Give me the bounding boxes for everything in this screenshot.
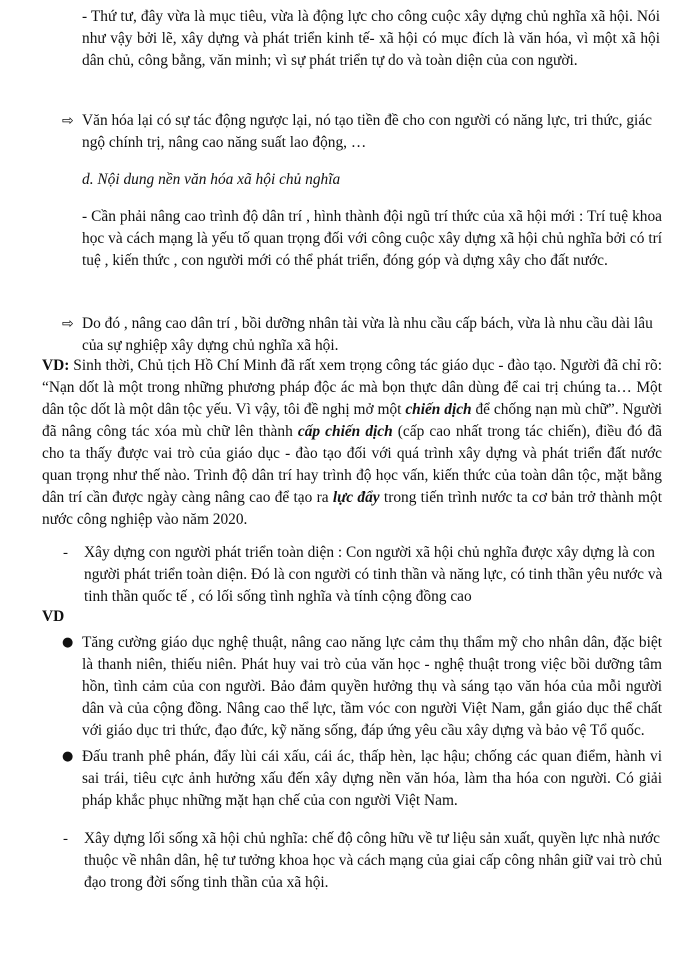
- arrow-right-icon: ⇨: [62, 316, 74, 332]
- list-item-dau-tranh-phe-phan: Đấu tranh phê phán, đẩy lùi cái xấu, cái ác, thấp hèn, lạc hậu; chống các quan điểm, hành vi sai trái, tiêu cực ảnh hưởng xấu đến xây dựng nền văn hóa, làm tha hóa con người. Có giải pháp khắc phục những mặt hạn chế của con người Việt Nam.: [82, 748, 662, 809]
- paragraph-van-hoa-tac-dong: Văn hóa lại có sự tác động ngược lại, nó tạo tiền đề cho con người có năng lực, tri thức, giác ngộ chính trị, nâng cao năng suất lao động, …: [82, 112, 652, 151]
- dash-icon: -: [63, 545, 68, 561]
- example-ho-chi-minh: VD: Sinh thời, Chủ tịch Hồ Chí Minh đã rất xem trọng công tác giáo dục - đào tạo. Người đã chỉ rõ: “Nạn dốt là một trong những phương pháp độc ác mà bọn thực dân dùng để cai trị chúng ta… Một dân tộc dốt là một dân tộc yếu. Vì vậy, tôi đề nghị mở một chiến dịch để chống nạn mù chữ”. Người đã nâng công tác xóa mù chữ lên thành cấp chiến dịch (cấp cao nhất trong tác chiến), điều đó đã cho ta thấy được vai trò của giáo dục - đào tạo đối với quá trình xây dựng và phát triển đất nước quan trọng như thế nào. Trình độ dân trí hay trình độ học vấn, kiến thức của toàn dân tộc, mặt bằng dân trí cần được ngày càng nâng cao để tạo ra lực đẩy trong tiến trình nước ta cơ bản trở thành một nước công nghiệp vào năm 2020.: [42, 357, 662, 528]
- section-heading-d: d. Nội dung nền văn hóa xã hội chủ nghĩa: [82, 171, 341, 188]
- bullet-icon: ●: [62, 749, 74, 764]
- example-label-vd: VD: [42, 608, 65, 625]
- dash-icon: -: [63, 831, 68, 847]
- emphasis-chien-dich: chiến dịch: [405, 401, 472, 418]
- arrow-right-icon: ⇨: [62, 113, 74, 129]
- emphasis-cap-chien-dich: cấp chiến dịch: [297, 423, 393, 440]
- paragraph-loi-song-xhcn: Xây dựng lối sống xã hội chủ nghĩa: chế độ công hữu về tư liệu sản xuất, quyền lực nhà nước thuộc về nhân dân, hệ tư tưởng khoa học và cách mạng của giai cấp công nhân giữ vai trò chủ đạo trong đời sống tinh thần của xã hội.: [84, 830, 663, 891]
- paragraph-xay-dung-con-nguoi: Xây dựng con người phát triển toàn diện : Con người xã hội chủ nghĩa được xây dựng là con người phát triển toàn diện. Đó là con người có tinh thần và năng lực, có tinh thần yêu nước và tinh thần quốc tế , có lối sống tình nghĩa và tính cộng đồng cao: [84, 544, 663, 605]
- example-label: VD:: [42, 357, 70, 374]
- paragraph-thu-tu: - Thứ tư, đây vừa là mục tiêu, vừa là động lực cho công cuộc xây dựng chủ nghĩa xã hội. Nói như vậy bởi lẽ, xây dựng và phát triển kinh tế- xã hội có mục đích là văn hóa, vì một xã hội dân chủ, công bằng, văn minh; vì sự phát triển tự do và toàn diện của con người.: [82, 8, 660, 69]
- paragraph-do-do: Do đó , nâng cao dân trí , bồi dưỡng nhân tài vừa là nhu cầu cấp bách, vừa là nhu cầu dài lâu của sự nghiệp xây dựng chủ nghĩa xã hội.: [82, 315, 653, 354]
- paragraph-nang-cao-dan-tri: - Cần phải nâng cao trình độ dân trí , hình thành đội ngũ trí thức của xã hội mới : Trí tuệ khoa học và cách mạng là yếu tố quan trọng đối với công cuộc xây dựng xã hội chủ nghĩa bởi có trí tuệ , kiến thức , con người mới có thể phát triển, đóng góp và dựng xây cho đất nước.: [82, 208, 662, 269]
- emphasis-luc-day: lực đẩy: [332, 489, 380, 506]
- list-item-giao-duc-nghe-thuat: Tăng cường giáo dục nghệ thuật, nâng cao năng lực cảm thụ thẩm mỹ cho nhân dân, đặc biệt là thanh niên, thiếu niên. Phát huy vai trò của văn học - nghệ thuật trong việc bồi dưỡng tâm hồn, tình cảm của con người. Bảo đảm quyền hưởng thụ và sáng tạo văn hóa của mỗi người dân và của cộng đồng. Nâng cao thể lực, tầm vóc con người Việt Nam, gắn giáo dục thể chất với giáo dục tri thức, đạo đức, kỹ năng sống, đáp ứng yêu cầu xây dựng và bảo vệ Tổ quốc.: [82, 634, 662, 739]
- bullet-icon: ●: [62, 635, 74, 650]
